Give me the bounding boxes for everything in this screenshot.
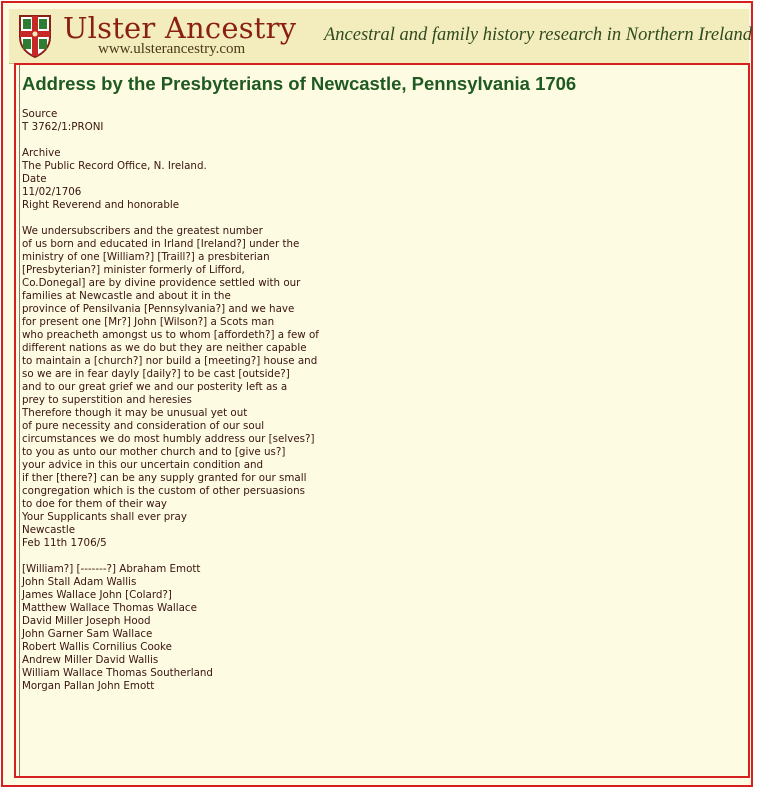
spacer [22, 134, 319, 147]
letter-line: to maintain a [church?] nor build a [meeting?] house and [22, 355, 318, 367]
content-left-rule [19, 65, 20, 776]
signatory-line: William Wallace Thomas Southerland [22, 667, 213, 679]
salutation: Right Reverend and honorable [22, 199, 180, 211]
letter-line: ministry of one [William?] [Traill?] a presbiterian [22, 251, 270, 263]
letter-line: Feb 11th 1706/5 [22, 537, 107, 549]
letter-line: province of Pensilvania [Pennsylvania?] and we have [22, 303, 295, 315]
letter-line: Therefore though it may be unusual yet out [22, 407, 248, 419]
letter-line: different nations as we do but they are neither capable [22, 342, 307, 354]
signatory-line: Morgan Pallan John Emott [22, 680, 155, 692]
page-frame [1, 1, 753, 787]
signatory-line: [William?] [-------?] Abraham Emott [22, 563, 201, 575]
letter-line: so we are in fear dayly [daily?] to be cast [outside?] [22, 368, 290, 380]
signatory-list [22, 563, 319, 693]
source-value: T 3762/1:PRONI [22, 121, 104, 133]
letter-line: for present one [Mr?] John [Wilson?] a Scots man [22, 316, 275, 328]
letter-line: who preacheth amongst us to whom [affordeth?] a few of [22, 329, 319, 341]
content-panel [14, 63, 750, 778]
ulster-crest-icon [17, 13, 53, 59]
letter-line: [Presbyterian?] minister formerly of Lifford, [22, 264, 245, 276]
archive-value: The Public Record Office, N. Ireland. [22, 160, 207, 172]
signatory-line: Robert Wallis Cornilius Cooke [22, 641, 172, 653]
letter-line: prey to superstition and heresies [22, 394, 192, 406]
site-url[interactable]: www.ulsterancestry.com [98, 41, 246, 57]
signatory-line: James Wallace John [Colard?] [22, 589, 172, 601]
signatory-line: David Miller Joseph Hood [22, 615, 151, 627]
letter-line: Co.Donegal] are by divine providence settled with our [22, 277, 301, 289]
signatory-line: Andrew Miller David Wallis [22, 654, 159, 666]
letter-line: of us born and educated in Irland [Ireland?] under the [22, 238, 300, 250]
letter-line: if ther [there?] can be any supply granted for our small [22, 472, 307, 484]
letter-line: and to our great grief we and our posterity left as a [22, 381, 288, 393]
signatory-line: John Garner Sam Wallace [22, 628, 153, 640]
letter-line: circumstances we do most humbly address our [selves?] [22, 433, 315, 445]
signatory-line: Matthew Wallace Thomas Wallace [22, 602, 197, 614]
site-tagline: Ancestral and family history research in Northern Ireland [324, 25, 753, 45]
site-brand-name[interactable]: Ulster Ancestry [63, 11, 297, 45]
letter-line: We undersubscribers and the greatest number [22, 225, 263, 237]
site-header [9, 9, 753, 64]
letter-line: Newcastle [22, 524, 76, 536]
letter-line: families at Newcastle and about it in the [22, 290, 231, 302]
spacer [22, 550, 319, 563]
letter-line: your advice in this our uncertain condition and [22, 459, 264, 471]
document-body [22, 108, 319, 693]
letter-body [22, 225, 319, 550]
signatory-line: John Stall Adam Wallis [22, 576, 137, 588]
archive-label: Archive [22, 147, 61, 159]
source-label: Source [22, 108, 58, 120]
letter-line: Your Supplicants shall ever pray [22, 511, 187, 523]
letter-line: of pure necessity and consideration of our soul [22, 420, 265, 432]
page-title: Address by the Presbyterians of Newcastle, Pennsylvania 1706 [22, 73, 577, 94]
letter-line: congregation which is the custom of other persuasions [22, 485, 305, 497]
spacer [22, 212, 319, 225]
date-value: 11/02/1706 [22, 186, 82, 198]
letter-line: to you as unto our mother church and to [give us?] [22, 446, 286, 458]
letter-line: to doe for them of their way [22, 498, 167, 510]
date-label: Date [22, 173, 47, 185]
